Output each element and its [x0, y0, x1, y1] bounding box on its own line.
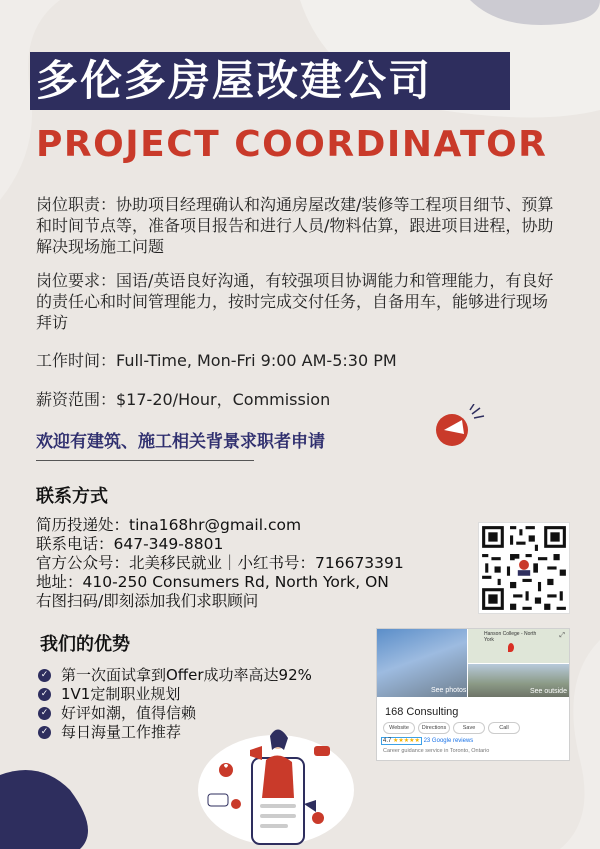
- contact-block: [36, 516, 404, 611]
- advantages-heading: 我们的优势: [40, 634, 130, 655]
- section-divider: [36, 460, 254, 461]
- website-button[interactable]: Website: [383, 722, 415, 734]
- save-button[interactable]: Save: [453, 722, 485, 734]
- reviews-link[interactable]: 23 Google reviews: [423, 738, 474, 744]
- list-item: ✓ 第一次面试拿到Offer成功率高达92%: [38, 666, 312, 685]
- job-role-title: PROJECT COORDINATOR: [36, 124, 548, 165]
- list-item: ✓ 1V1定制职业规划: [38, 685, 312, 704]
- stars-icon: ★★★★★: [393, 738, 420, 744]
- rating-row: [381, 737, 473, 744]
- rating-value-box: 4.7 ★★★★★: [383, 738, 420, 744]
- map-pin-icon: [508, 643, 514, 652]
- check-icon: ✓: [38, 726, 51, 739]
- contact-social: 官方公众号：北美移民就业｜小红书号：716673391: [36, 554, 404, 572]
- qr-code[interactable]: [478, 522, 570, 614]
- street-view-photo[interactable]: [468, 664, 569, 697]
- expand-icon[interactable]: ⤢: [559, 632, 565, 639]
- welcome-message: 欢迎有建筑、施工相关背景求职者申请: [36, 432, 325, 452]
- directions-button[interactable]: Directions: [418, 722, 450, 734]
- list-item: ✓ 好评如潮，值得信赖: [38, 704, 312, 723]
- google-maps-card[interactable]: [376, 628, 570, 761]
- company-title: 多伦多房屋改建公司: [36, 56, 433, 105]
- see-photos-label[interactable]: See photos: [431, 687, 467, 694]
- work-hours: 工作时间：Full-Time, Mon-Fri 9:00 AM-5:30 PM: [36, 351, 397, 370]
- map-label: Hanson College - North York: [484, 631, 537, 643]
- salary-range: 薪资范围：$17-20/Hour，Commission: [36, 390, 331, 409]
- contact-address: 地址：410-250 Consumers Rd, North York, ON: [36, 573, 389, 591]
- social-media-illustration: [196, 720, 356, 849]
- megaphone-icon: [434, 404, 490, 448]
- contact-phone[interactable]: 联系电话：647-349-8801: [36, 535, 224, 553]
- map-thumbnail[interactable]: [468, 629, 569, 663]
- check-icon: ✓: [38, 707, 51, 720]
- check-icon: ✓: [38, 669, 51, 682]
- check-icon: ✓: [38, 688, 51, 701]
- contact-heading: 联系方式: [36, 486, 108, 507]
- see-outside-label[interactable]: See outside: [530, 688, 567, 695]
- job-duties: 岗位职责：协助项目经理确认和沟通房屋改建/装修等工程项目细节、预算和时间节点等，准备项目报告和进行人员/物料估算，跟进项目进程，协助解决现场施工问题: [36, 195, 554, 256]
- job-requirements: 岗位要求：国语/英语良好沟通，有较强项目协调能力和管理能力，有良好的责任心和时间管理能力，按时完成交付任务，自备用车，能够进行现场拜访: [36, 271, 554, 332]
- building-photo[interactable]: [377, 629, 467, 697]
- call-button[interactable]: Call: [488, 722, 520, 734]
- contact-qr-note: 右图扫码/即刻添加我们求职顾问: [36, 592, 259, 610]
- business-description: Career guidance service in Toronto, Ontario: [383, 748, 490, 754]
- contact-email[interactable]: 简历投递处：tina168hr@gmail.com: [36, 516, 302, 534]
- business-name: 168 Consulting: [385, 706, 459, 718]
- list-item: ✓ 每日海量工作推荐: [38, 723, 312, 742]
